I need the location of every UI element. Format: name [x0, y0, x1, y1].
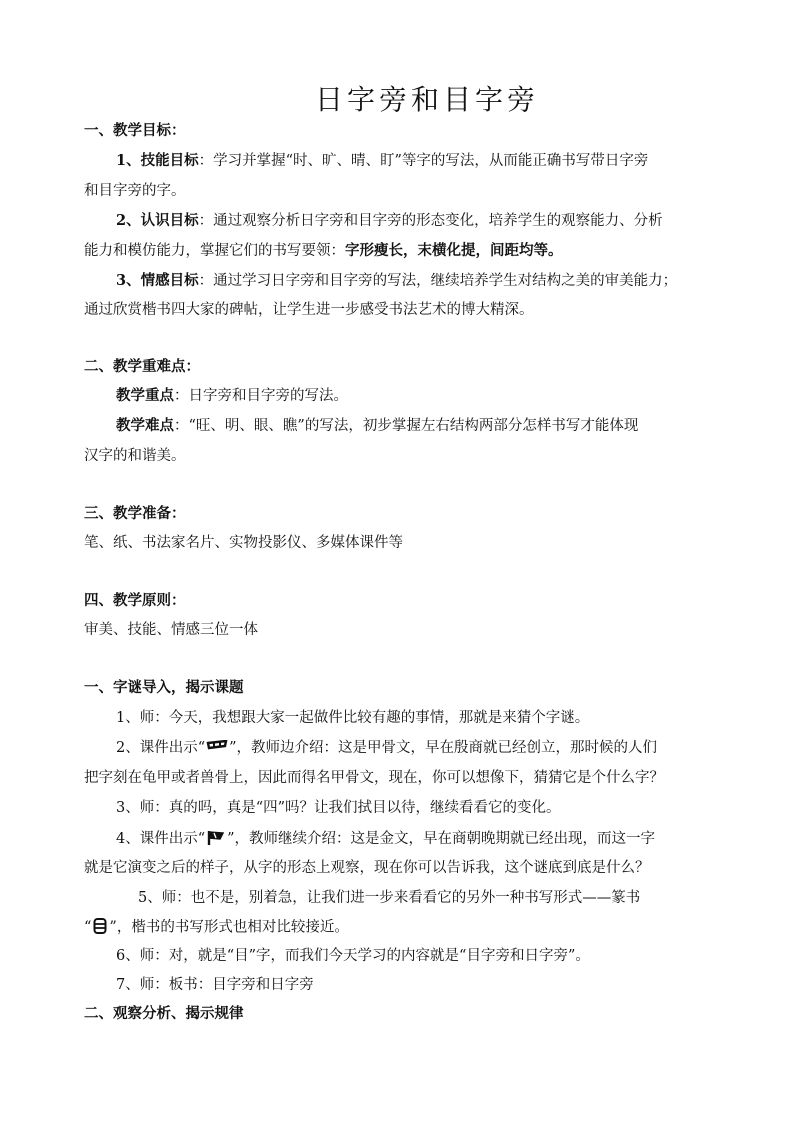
principles-text: 审美、技能、情感三位一体	[84, 622, 258, 638]
goal-1-label: 1、技能目标	[116, 152, 199, 169]
goal-2-line-2	[84, 241, 714, 261]
goal-3-label: 3、情感目标	[116, 272, 199, 289]
page-title: 日字旁和目字旁	[314, 83, 539, 116]
goal-3-line-1	[116, 271, 714, 291]
goal-3-line-2: 通过欣赏楷书四大家的碑帖，让学生进一步感受书法艺术的博大精深。	[84, 302, 534, 318]
section-heading-goals: 一、教学目标：	[84, 122, 186, 139]
key-point-label: 教学重点	[116, 387, 174, 404]
preparation-text: 笔、纸、书法家名片、实物投影仪、多媒体课件等	[84, 535, 403, 551]
goal-2-line-1	[116, 211, 714, 231]
goal-2-text-a: ：通过观察分析日字旁和目字旁的形态变化，培养学生的观察能力、分析	[198, 213, 663, 229]
difficult-point-line-1	[116, 416, 714, 436]
seal-script-glyph-icon	[92, 917, 108, 938]
goal-3-text-a: ：通过学习日字旁和目字旁的写法，继续培养学生对结构之美的审美能力；	[198, 273, 678, 289]
section-heading-principles: 四、教学原则：	[84, 592, 186, 609]
section-heading-preparation: 三、教学准备：	[84, 505, 186, 522]
goal-1-line-2: 和目字旁的字。	[84, 183, 186, 199]
key-point-line	[116, 386, 714, 406]
step-2-line-1: 2、课件出示“ ”，教师边介绍：这是甲骨文，早在殷商就已经创立，那时候的人们	[116, 740, 658, 756]
step-4-line-2: 就是它演变之后的样子，从字的形态上观察，现在你可以告诉我，这个谜底到底是什么？	[84, 860, 650, 876]
difficult-point-text-a: ：“旺、明、眼、瞧”的写法，初步掌握左右结构两部分怎样书写才能体现	[174, 418, 639, 434]
step-3: 3、师：真的吗，真是“四”吗？让我们拭目以待，继续看看它的变化。	[116, 800, 561, 816]
goal-2-label: 2、认识目标	[116, 212, 199, 229]
goal-2-key-points: 字形瘦长，末横化提，间距均等。	[345, 242, 563, 259]
step-6: 6、师：对，就是“目”字，而我们今天学习的内容就是“目字旁和日字旁”。	[116, 948, 590, 964]
key-point-text: ：日字旁和目字旁的写法。	[174, 388, 348, 404]
step-2-line-2: 把字刻在龟甲或者兽骨上，因此而得名甲骨文，现在，你可以想像下，猜猜它是个什么字？	[84, 770, 664, 786]
step-5-line-1: 5、师：也不是，别着急，让我们进一步来看看它的另外一种书写形式——篆书	[138, 890, 641, 906]
part-1-heading: 一、字谜导入，揭示课题	[84, 679, 244, 696]
difficult-point-label: 教学难点	[116, 417, 174, 434]
part-2-heading: 二、观察分析、揭示规律	[84, 1005, 244, 1022]
section-heading-key-difficult: 二、教学重难点：	[84, 358, 200, 375]
goal-1-text-a: ：学习并掌握“时、旷、晴、盯”等字的写法，从而能正确书写带日字旁	[198, 153, 649, 169]
difficult-point-line-2: 汉字的和谐美。	[84, 448, 186, 464]
oracle-bone-glyph-icon	[206, 740, 228, 757]
goal-1-line-1	[116, 151, 714, 171]
bronze-script-glyph-icon	[206, 830, 226, 849]
step-5-line-2: “ ”，楷书的书写形式也相对比较接近。	[84, 917, 714, 938]
step-7: 7、师：板书：目字旁和日字旁	[116, 977, 314, 993]
step-4-line-1: 4、课件出示“ ”，教师继续介绍：这是金文，早在商朝晚期就已经出现，而这一字	[116, 831, 656, 847]
step-1: 1、师：今天，我想跟大家一起做件比较有趣的事情，那就是来猜个字谜。	[116, 710, 590, 726]
goal-2-text-b1: 能力和模仿能力，掌握它们的书写要领：	[84, 243, 345, 259]
